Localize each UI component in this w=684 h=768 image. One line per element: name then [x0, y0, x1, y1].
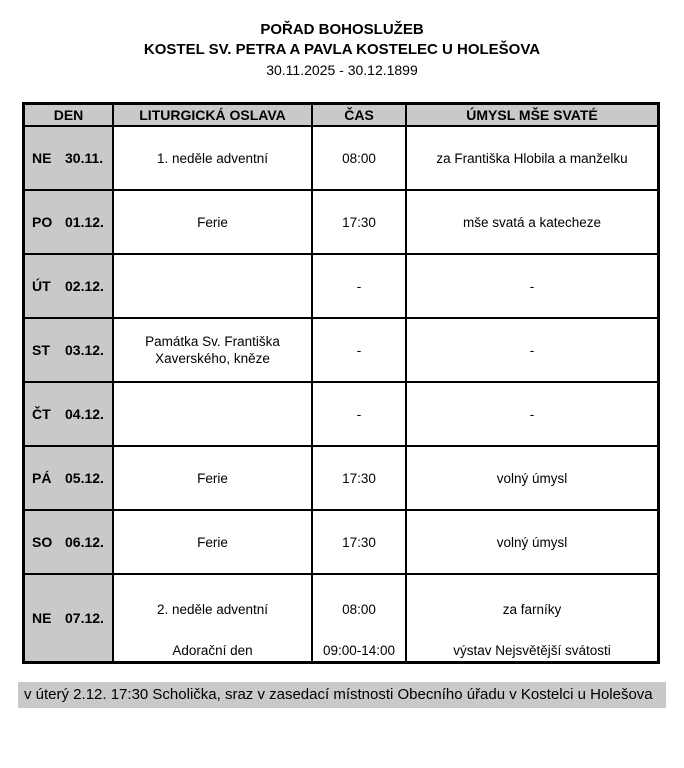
day-date: 01.12.	[65, 214, 104, 230]
time-cell: 17:30	[313, 447, 407, 511]
celebration-cell	[114, 575, 313, 661]
page-title: POŘAD BOHOSLUŽEB	[260, 21, 424, 38]
column-header-liturgicka-oslava: LITURGICKÁ OSLAVA	[114, 105, 313, 127]
day-abbr: ČT	[32, 406, 51, 422]
celebration-cell: Ferie	[114, 191, 313, 255]
day-cell	[25, 447, 114, 511]
celebration-cell: Ferie	[114, 447, 313, 511]
column-header-cas: ČAS	[313, 105, 407, 127]
time-cell: 08:00	[313, 127, 407, 191]
intention-cell: za Františka Hlobila a manželku	[407, 127, 657, 191]
celebration-cell: Památka Sv. Františka Xaverského, kněze	[114, 319, 313, 383]
day-abbr: PÁ	[32, 470, 52, 486]
day-cell	[25, 127, 114, 191]
column-header-den: DEN	[25, 105, 114, 127]
time-cell: 17:30	[313, 511, 407, 575]
day-abbr: SO	[32, 534, 53, 550]
day-abbr: NE	[32, 610, 52, 626]
column-header-umysl: ÚMYSL MŠE SVATÉ	[407, 105, 657, 127]
time-cell: -	[313, 255, 407, 319]
day-cell	[25, 191, 114, 255]
day-cell	[25, 575, 114, 661]
time-line-1: 08:00	[342, 601, 376, 617]
day-cell	[25, 383, 114, 447]
intention-cell: -	[407, 383, 657, 447]
page-subtitle: KOSTEL SV. PETRA A PAVLA KOSTELEC U HOLEŠOVA	[143, 41, 541, 58]
celebration-line-1: 2. neděle adventní	[156, 601, 269, 617]
day-abbr: PO	[32, 214, 53, 230]
celebration-cell: Ferie	[114, 511, 313, 575]
intention-cell: -	[407, 319, 657, 383]
intention-cell: mše svatá a katecheze	[407, 191, 657, 255]
intention-cell: volný úmysl	[407, 447, 657, 511]
day-date: 02.12.	[65, 278, 104, 294]
day-cell	[25, 511, 114, 575]
time-line-2: 09:00-14:00	[322, 643, 396, 658]
schedule-table	[22, 102, 660, 664]
time-cell: -	[313, 319, 407, 383]
day-cell	[25, 319, 114, 383]
intention-line-1: za farníky	[502, 601, 562, 617]
celebration-cell	[114, 255, 313, 319]
time-cell: 17:30	[313, 191, 407, 255]
intention-cell: -	[407, 255, 657, 319]
document-header	[0, 0, 684, 80]
day-date: 03.12.	[65, 342, 104, 358]
day-cell	[25, 255, 114, 319]
footer-note: v úterý 2.12. 17:30 Scholička, sraz v zasedací místnosti Obecního úřadu v Kostelci u Holešova	[18, 682, 666, 708]
day-date: 30.11.	[65, 150, 104, 166]
date-range: 30.11.2025 - 30.12.1899	[266, 62, 418, 78]
day-date: 05.12.	[65, 470, 104, 486]
intention-line-2: výstav Nejsvětější svátosti	[453, 643, 611, 658]
time-cell	[313, 575, 407, 661]
celebration-line-2: Adorační den	[172, 643, 253, 658]
intention-cell	[407, 575, 657, 661]
day-date: 06.12.	[65, 534, 104, 550]
day-abbr: NE	[32, 150, 52, 166]
celebration-cell: 1. neděle adventní	[114, 127, 313, 191]
day-date: 04.12.	[65, 406, 104, 422]
day-abbr: ST	[32, 342, 50, 358]
intention-cell: volný úmysl	[407, 511, 657, 575]
day-date: 07.12.	[65, 610, 104, 626]
celebration-cell	[114, 383, 313, 447]
time-cell: -	[313, 383, 407, 447]
day-abbr: ÚT	[32, 278, 51, 294]
